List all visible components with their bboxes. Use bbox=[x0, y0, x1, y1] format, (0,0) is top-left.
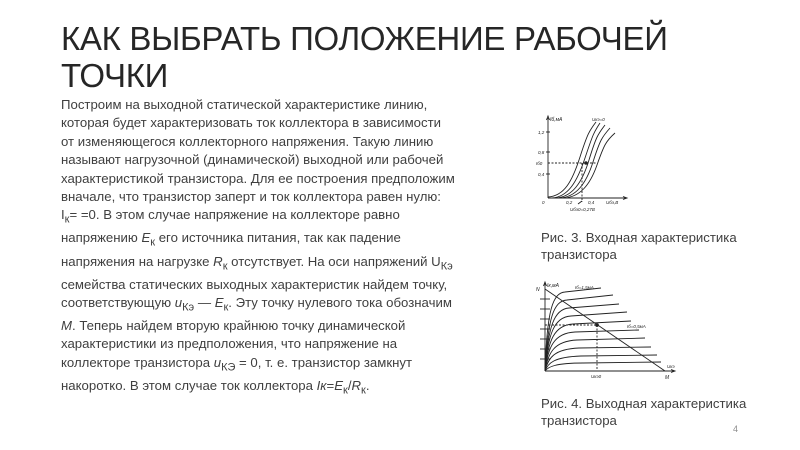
text-subscript: к bbox=[222, 260, 228, 273]
text-run: — bbox=[194, 294, 215, 310]
fig4-curve-label: Iб=0,5мА bbox=[627, 324, 646, 329]
text-run: семейства статических выходных характеристик найдем точку, соответствующую bbox=[61, 276, 448, 310]
fig4-y-label: Iк,мА bbox=[547, 283, 559, 289]
page-number: 4 bbox=[733, 424, 739, 434]
fig4-curve-label: Iб=1,5мА bbox=[575, 285, 594, 290]
body-text bbox=[61, 96, 457, 400]
fig4-curve bbox=[545, 321, 631, 371]
text-subscript: Кэ bbox=[440, 260, 453, 273]
fig4-curve bbox=[545, 362, 661, 371]
text-run: = bbox=[326, 377, 335, 393]
text-variable: R bbox=[213, 253, 223, 269]
text-run: . Эту точку нулевого тока обозначим bbox=[228, 294, 452, 310]
fig4-operating-point bbox=[596, 324, 599, 327]
text-run: / bbox=[347, 377, 352, 393]
text-subscript: к bbox=[150, 237, 156, 250]
text-run: . Теперь найдем вторую крайнюю точку динамической характеристики из предположения, что напряжение на коллекторе транзистора bbox=[61, 318, 406, 370]
text-run: . bbox=[365, 377, 370, 393]
text-variable: и bbox=[174, 294, 183, 310]
fig3-operating-x-label: Uбэ0=0,27В bbox=[570, 207, 595, 212]
fig3-x-label: Uбэ,В bbox=[606, 200, 619, 205]
fig4-point-m: М bbox=[665, 375, 670, 381]
fig3-curve bbox=[564, 133, 615, 198]
fig3-y-tick: 0,4 bbox=[538, 172, 545, 177]
fig4-point-n: N bbox=[536, 287, 540, 293]
fig3-y-tick: 1,2 bbox=[538, 130, 545, 135]
text-run: его источника питания, так как падение напряжения на нагрузке bbox=[61, 230, 401, 269]
fig4-x-label: Uкэ bbox=[667, 364, 675, 369]
text-run: = 0, т. е. транзистор замкнут накоротко. В этом случае ток коллектора bbox=[61, 354, 413, 393]
fig4-curve bbox=[545, 338, 645, 371]
fig4-operating-x-label: Uкэ0 bbox=[591, 374, 602, 379]
text-run: отсутствует. На оси напряжений U bbox=[227, 253, 441, 269]
fig3-operating-y-label: Iб0 bbox=[536, 161, 543, 166]
output-characteristic-figure bbox=[531, 279, 679, 385]
fig3-x-tick: 0,2 bbox=[566, 200, 573, 205]
fig3-curve-label: Uкэ=0 bbox=[592, 117, 605, 122]
text-run: Построим на выходной статической характеристике линию, которая будет характеризовать ток коллектора в зависимости от изменяющегося коллекторного напряжения. Такую линию называют нагрузочной (динамической) выходной или рабочей характеристикой транзистора. Для ее построения предположим вначале, что транзистор заперт и ток коллектора равен нулю: I bbox=[61, 97, 455, 223]
page-title: КАК ВЫБРАТЬ ПОЛОЖЕНИЕ РАБОЧЕЙ ТОЧКИ bbox=[61, 20, 668, 94]
text-variable: Е bbox=[141, 230, 151, 246]
text-variable: R bbox=[351, 377, 362, 393]
fig3-y-tick: 0,8 bbox=[538, 150, 545, 155]
text-variable: и bbox=[213, 354, 222, 370]
text-subscript: к bbox=[223, 301, 229, 314]
fig3-origin-label: 0 bbox=[542, 200, 545, 205]
text-subscript: к bbox=[361, 384, 366, 397]
text-subscript: к bbox=[64, 214, 70, 227]
body-paragraph bbox=[61, 96, 457, 400]
text-run: = =0. В этом случае напряжение на коллекторе равно напряжению bbox=[61, 207, 400, 246]
text-variable: Iк bbox=[316, 377, 327, 393]
fig3-x-tick: 0,4 bbox=[588, 200, 595, 205]
figure-3-caption: Рис. 3. Входная характеристика транзистора bbox=[541, 230, 737, 262]
input-characteristic-figure bbox=[530, 112, 635, 217]
fig3-y-label: Iб,мА bbox=[550, 117, 563, 123]
figure-4-caption: Рис. 4. Выходная характеристика транзистора bbox=[541, 396, 747, 428]
text-subscript: к bbox=[343, 384, 348, 397]
text-variable: Е bbox=[214, 294, 224, 310]
text-variable: М bbox=[61, 318, 72, 334]
fig4-load-line bbox=[545, 289, 665, 371]
text-subscript: КЭ bbox=[221, 361, 236, 374]
text-subscript: Кэ bbox=[182, 301, 195, 314]
text-variable: Е bbox=[334, 377, 344, 393]
fig3-operating-point bbox=[585, 162, 588, 165]
